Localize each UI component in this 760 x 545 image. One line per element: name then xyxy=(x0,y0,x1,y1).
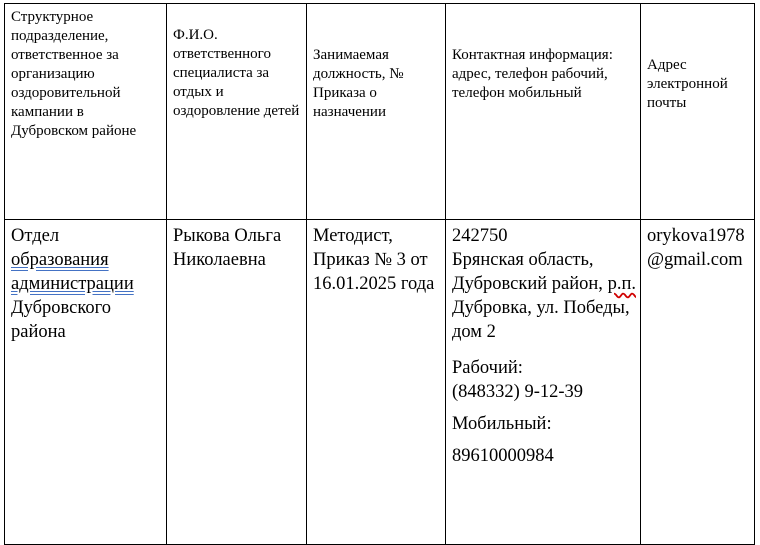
cell-contacts xyxy=(446,220,641,545)
header-contacts: Контактная информация: адрес, телефон рабочий, телефон мобильный xyxy=(446,4,641,220)
header-email: Адрес электронной почты xyxy=(641,4,755,220)
work-phone-label: Рабочий: xyxy=(452,358,523,378)
address-rest: Дубровка, ул. Победы, дом 2 xyxy=(452,298,630,342)
department-line-3: администрации xyxy=(11,274,134,294)
work-phone: (848332) 9-12-39 xyxy=(452,382,584,402)
table-row xyxy=(5,220,755,545)
cell-department xyxy=(5,220,167,545)
header-fio: Ф.И.О. ответственного специалиста за отдых и оздоровление детей xyxy=(167,4,307,220)
department-line-2: образования xyxy=(11,250,109,270)
address-index: 242750 xyxy=(452,226,508,246)
department-line-4: Дубровского района xyxy=(11,298,112,342)
cell-position: Методист, Приказ № 3 от 16.01.2025 года xyxy=(307,220,446,545)
department-line-1: Отдел xyxy=(11,226,60,246)
header-position: Занимаемая должность, № Приказа о назначении xyxy=(307,4,446,220)
address-rp: р.п. xyxy=(607,274,636,294)
cell-email[interactable]: orykova1978@gmail.com xyxy=(641,220,755,545)
mobile-phone-label: Мобильный: xyxy=(452,414,552,434)
address-region: Брянская область, Дубровский район, xyxy=(452,250,603,294)
table-header-row xyxy=(5,4,755,220)
header-department: Структурное подразделение, ответственное за организацию оздоровительной кампании в Дубровском районе xyxy=(5,4,167,220)
responsible-specialist-table xyxy=(4,3,755,545)
cell-fio: Рыкова Ольга Николаевна xyxy=(167,220,307,545)
mobile-phone: 89610000984 xyxy=(452,446,554,466)
